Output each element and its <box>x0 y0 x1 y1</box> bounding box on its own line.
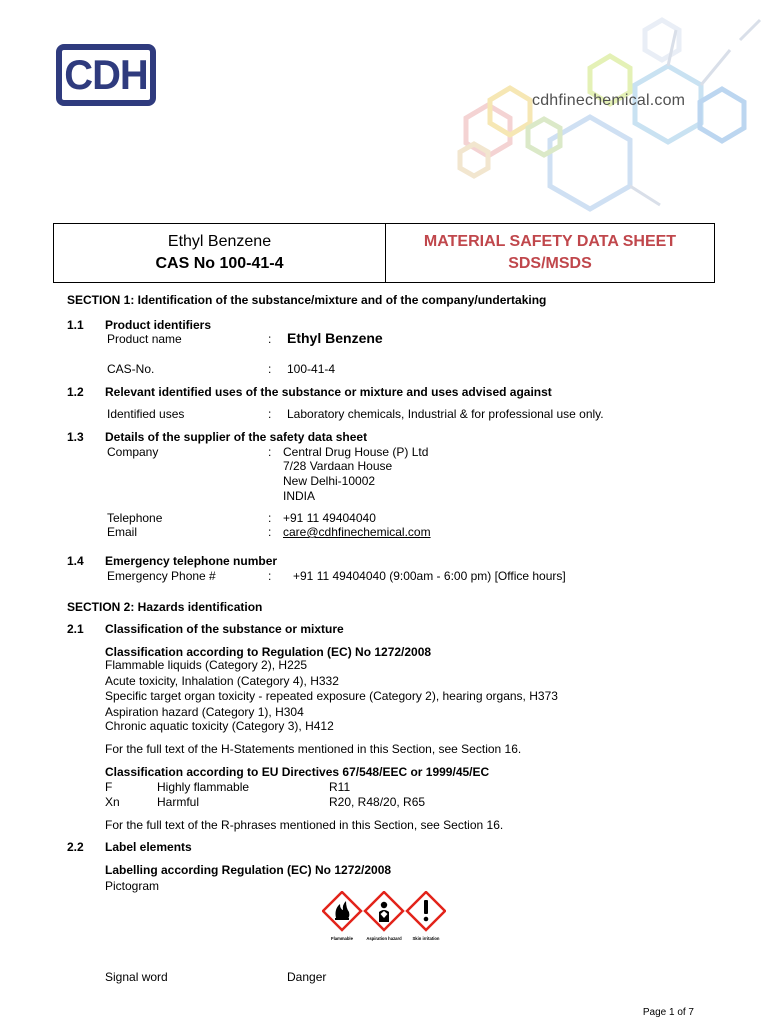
labelling-title: Labelling according Regulation (EC) No 1272/2008 <box>105 863 392 877</box>
eu-description: Harmful <box>157 795 200 809</box>
product-title-cell <box>54 224 386 282</box>
emergency-phone-value: +91 11 49404040 (9:00am - 6:00 pm) [Office hours] <box>293 569 566 583</box>
signal-word-value: Danger <box>287 970 327 984</box>
colon: : <box>268 407 272 421</box>
subsection-title: Classification of the substance or mixture <box>105 622 344 636</box>
pictogram-label: Pictogram <box>105 879 160 893</box>
identified-uses-value: Laboratory chemicals, Industrial & for professional use only. <box>287 407 604 421</box>
subsection-title: Emergency telephone number <box>105 554 278 568</box>
section-2-heading: SECTION 2: Hazards identification <box>67 600 263 614</box>
subsection-number: 1.1 <box>67 318 84 332</box>
cas-value: 100-41-4 <box>287 362 336 376</box>
health-hazard-pictogram-icon <box>365 892 403 941</box>
telephone-label: Telephone <box>107 511 163 525</box>
colon: : <box>268 362 272 376</box>
pictogram-caption: Flammable <box>331 936 353 941</box>
title-box <box>53 223 715 283</box>
flame-pictogram-icon <box>323 892 361 941</box>
colon: : <box>268 445 272 459</box>
exclamation-pictogram-icon <box>407 892 445 941</box>
subsection-number: 2.1 <box>67 622 84 636</box>
subsection-number: 1.2 <box>67 385 84 399</box>
eu-r-phrases: R20, R48/20, R65 <box>329 795 426 809</box>
pictogram-caption: Aspiration hazard <box>366 936 402 941</box>
address-line: Central Drug House (P) Ltd <box>283 445 429 459</box>
h-statements-note: For the full text of the H-Statements mentioned in this Section, see Section 16. <box>105 742 522 756</box>
product-name-value: Ethyl Benzene <box>287 330 383 346</box>
colon: : <box>268 569 272 583</box>
cas-title: CAS No 100-41-4 <box>155 255 284 272</box>
ghs-pictograms <box>322 891 446 943</box>
r-phrases-note: For the full text of the R-phrases mentioned in this Section, see Section 16. <box>105 818 504 832</box>
subsection-title: Relevant identified uses of the substance or mixture and uses advised against <box>105 385 552 399</box>
signal-word-label: Signal word <box>105 970 168 984</box>
document-subtitle: SDS/MSDS <box>508 255 592 272</box>
product-title: Ethyl Benzene <box>167 233 272 250</box>
hexagon-decoration <box>430 10 768 220</box>
hazard-classification: Chronic aquatic toxicity (Category 3), H412 <box>105 719 334 733</box>
address-line: New Delhi-10002 <box>283 474 376 488</box>
document-title: MATERIAL SAFETY DATA SHEET <box>423 233 677 250</box>
address-line: INDIA <box>283 489 316 503</box>
subsection-title: Product identifiers <box>105 318 212 332</box>
email-link[interactable]: care@cdhfinechemical.com <box>283 525 431 539</box>
cas-label: CAS-No. <box>107 362 155 376</box>
pictogram-caption: Skin irritation <box>412 936 440 941</box>
clp-classification-title: Classification according to Regulation (EC) No 1272/2008 <box>105 645 432 659</box>
document-title-cell <box>386 224 714 282</box>
company-label: Company <box>107 445 159 459</box>
subsection-number: 1.3 <box>67 430 84 444</box>
company-logo <box>56 44 156 106</box>
eu-code: Xn <box>105 795 120 809</box>
hazard-classification: Flammable liquids (Category 2), H225 <box>105 658 308 672</box>
hazard-classification: Aspiration hazard (Category 1), H304 <box>105 705 304 719</box>
subsection-number: 2.2 <box>67 840 84 854</box>
colon: : <box>268 332 272 346</box>
section-1-heading: SECTION 1: Identification of the substance/mixture and of the company/undertaking <box>67 293 547 307</box>
colon: : <box>268 525 272 539</box>
hazard-classification: Specific target organ toxicity - repeated exposure (Category 2), hearing organs, H373 <box>105 689 558 703</box>
colon: : <box>268 511 272 525</box>
page-number: Page 1 of 7 <box>642 1007 694 1018</box>
website-url[interactable]: cdhfinechemical.com <box>532 92 686 109</box>
subsection-title: Label elements <box>105 840 192 854</box>
subsection-number: 1.4 <box>67 554 84 568</box>
emergency-phone-label: Emergency Phone # <box>107 569 216 583</box>
email-label: Email <box>107 525 138 539</box>
product-name-label: Product name <box>107 332 182 346</box>
identified-uses-label: Identified uses <box>107 407 185 421</box>
eu-code: F <box>105 780 113 794</box>
eu-description: Highly flammable <box>157 780 250 794</box>
telephone-value: +91 11 49404040 <box>283 511 376 525</box>
address-line: 7/28 Vardaan House <box>283 459 393 473</box>
hazard-classification: Acute toxicity, Inhalation (Category 4), H332 <box>105 674 339 688</box>
logo-text: CDH <box>64 51 148 98</box>
subsection-title: Details of the supplier of the safety data sheet <box>105 430 368 444</box>
eu-classification-title: Classification according to EU Directives 67/548/EEC or 1999/45/EC <box>105 765 490 779</box>
eu-r-phrases: R11 <box>329 780 351 794</box>
